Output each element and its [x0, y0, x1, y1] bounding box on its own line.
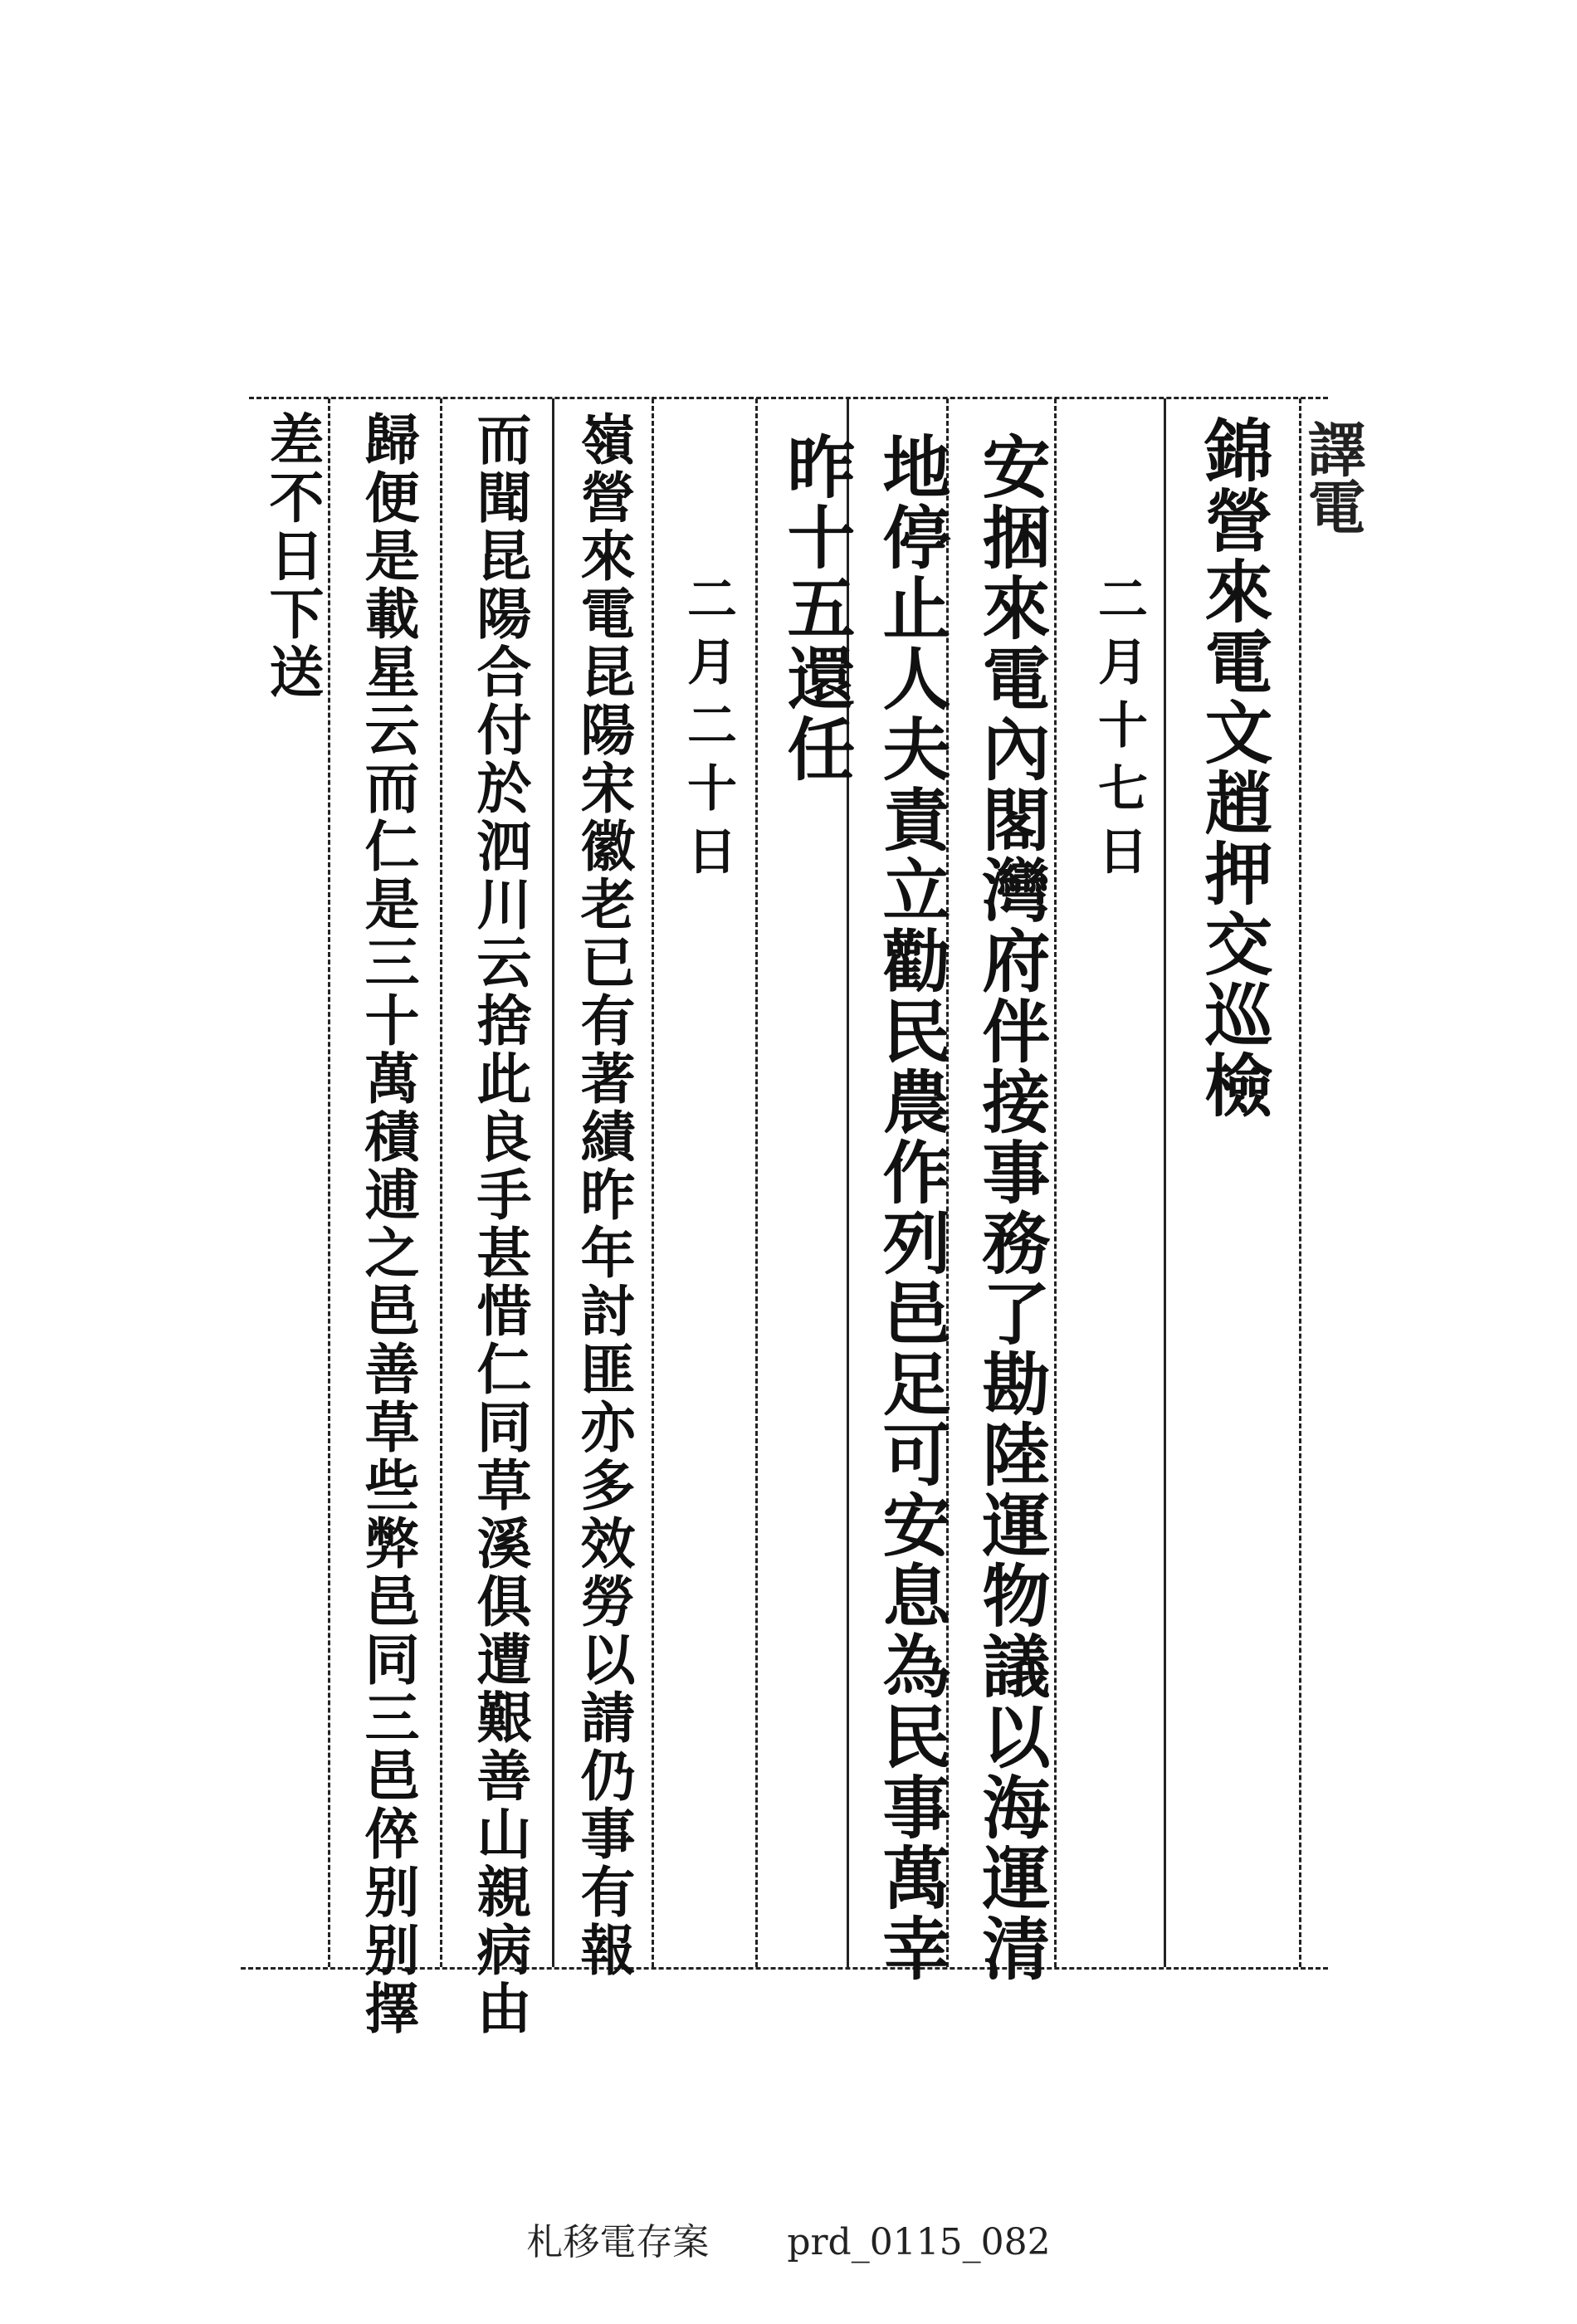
column-divider [1299, 398, 1301, 1967]
text-line: 安捆來電內閣灣府伴接事務了勘陸運物議以海運清 [971, 432, 1051, 1984]
text-line: 而聞昆陽合付於泗川云捨此良手甚惜仁同草溪俱遭艱善山親病由 [467, 411, 532, 2038]
text-line: 昨十五還任 [776, 432, 856, 784]
column-divider [652, 398, 654, 1967]
column-divider [440, 398, 442, 1967]
footer-collection-title: 札移電存案 [526, 2221, 710, 2263]
text-line: 差不日下送 [260, 411, 325, 701]
page-footer [0, 2212, 1577, 2265]
section-title: 錦營來電文趙押交巡檢 [1194, 415, 1273, 1120]
header-fragment: 譯電 [1298, 419, 1367, 535]
column-divider [552, 398, 554, 1967]
text-line: 地停止人夫責立勸民農作列邑足可安息為民事萬幸 [872, 432, 951, 1984]
column-divider [1164, 398, 1166, 1967]
section-date: 二月二十日 [679, 573, 737, 888]
column-divider [755, 398, 758, 1967]
top-border-rule [249, 397, 1328, 399]
text-line: 嶺營來電昆陽宋徽老已有著績昨年討匪亦多效勞以請仍事有報 [571, 411, 636, 1980]
footer-page-code: prd_0115_082 [787, 2221, 1051, 2263]
section-date: 二月十七日 [1090, 573, 1148, 888]
text-line: 歸便是載星云而仁是三十萬積逋之邑善草些弊邑同三邑倅别别擇 [355, 411, 420, 2038]
